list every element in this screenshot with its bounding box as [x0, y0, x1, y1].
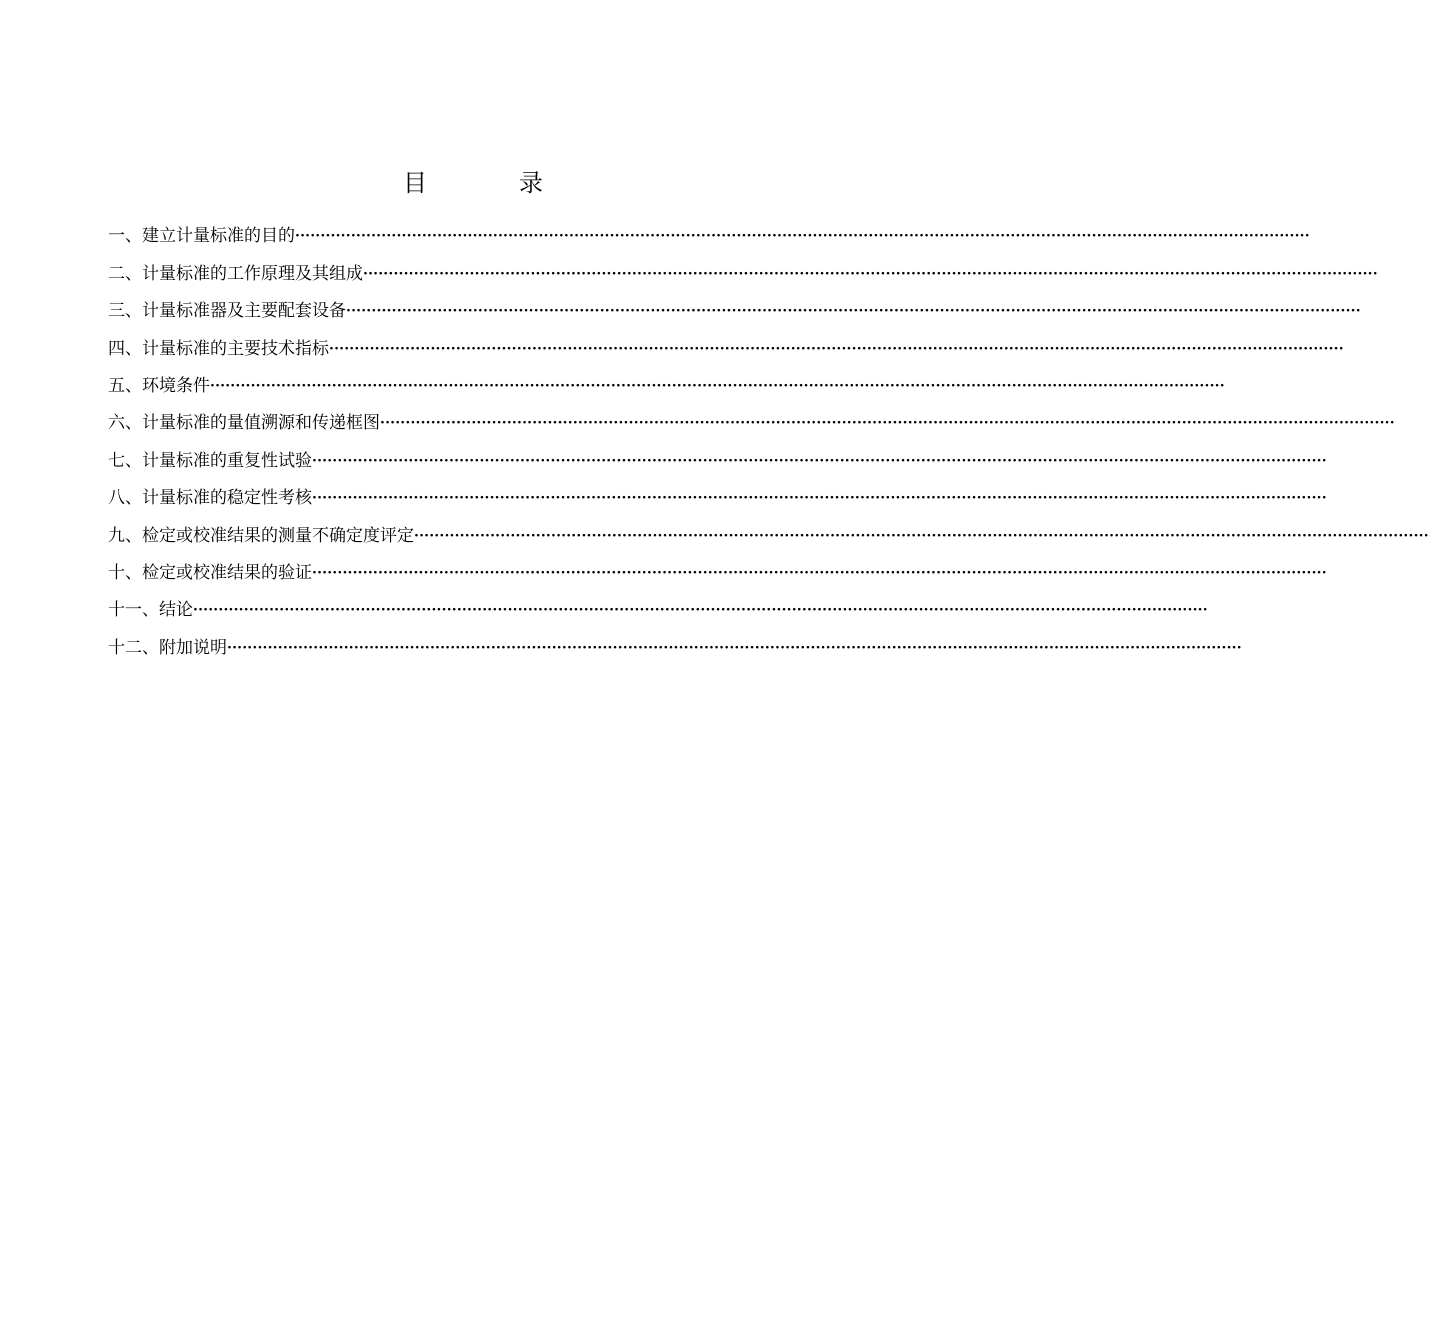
toc-item-label: 七、计量标准的重复性试验 — [108, 450, 312, 471]
toc-leader-dots: ········································································································································································································ — [329, 340, 1344, 357]
toc-item-label: 三、计量标准器及主要配套设备 — [108, 301, 346, 322]
toc-item — [108, 290, 1361, 327]
toc-item — [108, 477, 1327, 514]
toc-item — [108, 589, 1208, 626]
toc-leader-dots: ········································································································································································································ — [380, 415, 1395, 432]
toc-item — [108, 626, 1242, 663]
toc-list — [108, 215, 1429, 664]
toc-leader-dots: ········································································································································································································ — [312, 452, 1327, 469]
toc-leader-dots: ········································································································································································································ — [414, 527, 1429, 544]
toc-item-label: 十、检定或校准结果的验证 — [108, 562, 312, 583]
toc-item — [108, 252, 1378, 289]
toc-item-label: 六、计量标准的量值溯源和传递框图 — [108, 413, 380, 434]
toc-item — [108, 215, 1310, 252]
toc-item-label: 五、环境条件 — [108, 375, 210, 396]
toc-leader-dots: ········································································································································································································ — [210, 377, 1225, 394]
toc-title: 目 录 — [403, 169, 577, 197]
toc-item-label: 十一、结论 — [108, 600, 193, 621]
toc-item — [108, 439, 1327, 476]
toc-item — [108, 552, 1327, 589]
toc-leader-dots: ········································································································································································································ — [227, 639, 1242, 656]
toc-item-label: 九、检定或校准结果的测量不确定度评定 — [108, 525, 414, 546]
toc-leader-dots: ········································································································································································································ — [363, 265, 1378, 282]
toc-item — [108, 402, 1395, 439]
toc-item-label: 八、计量标准的稳定性考核 — [108, 488, 312, 509]
toc-leader-dots: ········································································································································································································ — [346, 303, 1361, 320]
toc-item — [108, 365, 1225, 402]
toc-item-label: 二、计量标准的工作原理及其组成 — [108, 263, 363, 284]
toc-leader-dots: ········································································································································································································ — [312, 490, 1327, 507]
toc-item-label: 四、计量标准的主要技术指标 — [108, 338, 329, 359]
toc-leader-dots: ········································································································································································································ — [312, 564, 1327, 581]
toc-item — [108, 514, 1429, 551]
toc-item-label: 十二、附加说明 — [108, 637, 227, 658]
toc-item-label: 一、建立计量标准的目的 — [108, 226, 295, 247]
toc-leader-dots: ········································································································································································································ — [193, 602, 1208, 619]
toc-item — [108, 327, 1344, 364]
toc-leader-dots: ········································································································································································································ — [295, 228, 1310, 245]
